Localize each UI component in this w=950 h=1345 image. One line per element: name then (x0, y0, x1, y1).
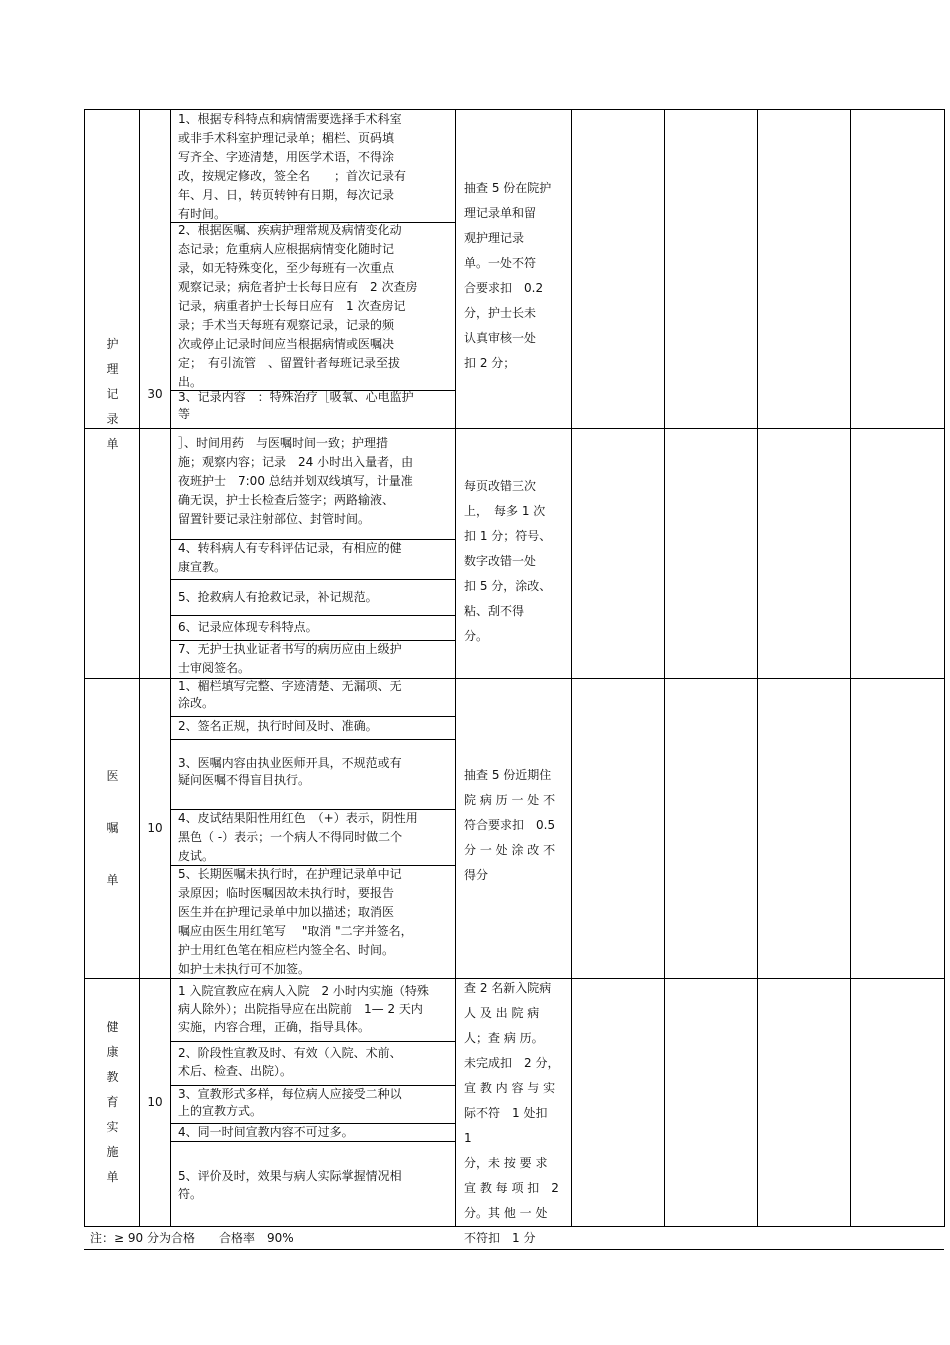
criterion-item: 2、根据医嘱、疾病护理常规及病情变化动 态记录；危重病人应根据病情变化随时记 录，如无特殊变化，至少每班有一次重点 观察记录；病危者护士长每日应有 2 次查房 记录，病重者护士长每日应有 1 次查房记 录；手术当天每班有观察记录，记录的频 次或停止记录时间应当根据病情或医嘱决 定； 有引流管 、留置针者每班记录至拔 出。 (178, 223, 418, 389)
criterion-item: 5、长期医嘱未执行时，在护理记录单中记 录原因；临时医嘱因故未执行时，要报告 医生并在护理记录单中加以描述；取消医 嘱应由医生用红笔写 "取消 "二字并签名， 护士用红色笔在相应栏内签全名、时间。 如护士未执行可不加签。 (178, 867, 413, 976)
category-char: 录 (106, 412, 119, 426)
criterion-item: 2、阶段性宣教及时、有效（入院、术前、 术后、检查、出院）。 (178, 1046, 402, 1078)
criterion-item: 7、无护士执业证者书写的病历应由上级护 士审阅签名。 (178, 642, 402, 675)
footnote: 注：≥ 90 分为合格 合格率 90% (90, 1231, 294, 1245)
criterion-item: 6、记录应体现专科特点。 (178, 620, 318, 634)
category-char: 单 (106, 437, 119, 451)
score-health-education: 10 (147, 1095, 163, 1109)
category-char: 医 (106, 769, 119, 783)
category-health-education (86, 978, 139, 1226)
criterion-item: 4、转科病人有专科评估记录，有相应的健 康宣教。 (178, 541, 402, 574)
category-char: 记 (106, 387, 119, 401)
scoring-standard: 抽查 5 份在院护 理记录单和留 观护理记录 单。一处不符 合要求扣 0.2 分，护士长未 认真审核一处 扣 2 分； (464, 181, 552, 370)
criterion-item: 3、记录内容 ：特殊治疗［吸氧、心电监护 等 (178, 390, 414, 421)
scoring-standard: 查 2 名新入院病 人 及 出 院 病 人；查 病 历。 未完成扣 2 分， 宣 教 内 容 与 实 际不符 1 处扣 1 分，未 按 要 求 宣 教 每 项 扣 2 分。其 他 一 处 不符扣 1 分 (464, 981, 560, 1245)
footnote-rule (84, 1249, 944, 1250)
criterion-item: 5、抢救病人有抢救记录，补记规范。 (178, 590, 378, 604)
criterion-item: 2、签名正规，执行时间及时、准确。 (178, 719, 378, 733)
scoring-standard: 抽查 5 份近期住 院 病 历 一 处 不 符合要求扣 0.5 分 一 处 涂 改 不 得分 (464, 768, 556, 882)
category-char: 理 (106, 362, 119, 376)
category-char: 健 (106, 1020, 119, 1034)
criterion-item: 4、皮试结果阳性用红色 （+）表示，阴性用 黑色（ -）表示；一个病人不得同时做二个 皮试。 (178, 811, 418, 863)
criterion-item: 3、医嘱内容由执业医师开具，不规范或有 疑问医嘱不得盲目执行。 (178, 756, 402, 787)
category-char: 施 (106, 1145, 119, 1159)
criterion-item: 1、楣栏填写完整、字迹清楚、无漏项、无 涂改。 (178, 679, 402, 710)
criterion-item: 1、根据专科特点和病情需要选择手术科室 或非手术科室护理记录单；楣栏、页码填 写齐全、字迹清楚，用医学术语，不得涂 改，按规定修改，签全名 ；首次记录有 年、月、日，转页转钟有日期，每次记录 有时间。 (178, 112, 407, 221)
category-char: 康 (106, 1045, 119, 1059)
criterion-item: ］、时间用药 与医嘱时间一致；护理措 施；观察内容；记录 24 小时出入量者，由 夜班护士 7:00 总结并划双线填写，计量准 确无误，护士长检查后签字；两路输液、 留置针要记录注射部位、封管时间。 (178, 436, 414, 526)
category-char: 嘱 (106, 821, 119, 835)
criterion-item: 3、宣教形式多样，每位病人应接受二种以 上的宣教方式。 (178, 1087, 402, 1118)
category-doctor-order (86, 678, 139, 978)
category-char: 护 (106, 337, 119, 351)
category-nursing-record (86, 110, 139, 678)
category-char: 教 (106, 1070, 119, 1084)
category-char: 单 (106, 1170, 119, 1184)
criterion-item: 1 入院宣教应在病人入院 2 小时内实施（特殊 病人除外）；出院指导应在出院前 1— 2 天内 实施，内容合理，正确，指导具体。 (178, 984, 429, 1034)
score-nursing-record: 30 (147, 387, 163, 401)
score-doctor-order: 10 (147, 821, 163, 835)
criterion-item: 5、评价及时，效果与病人实际掌握情况相 符。 (178, 1169, 402, 1201)
category-char: 育 (106, 1095, 119, 1109)
criterion-item: 4、同一时间宣教内容不可过多。 (178, 1125, 354, 1139)
category-char: 实 (106, 1120, 119, 1134)
scoring-standard: 每页改错三次 上， 每多 1 次 扣 1 分；符号、 数字改错一处 扣 5 分，涂改、 粘、刮不得 分。 (464, 479, 552, 643)
category-char: 单 (106, 873, 119, 887)
